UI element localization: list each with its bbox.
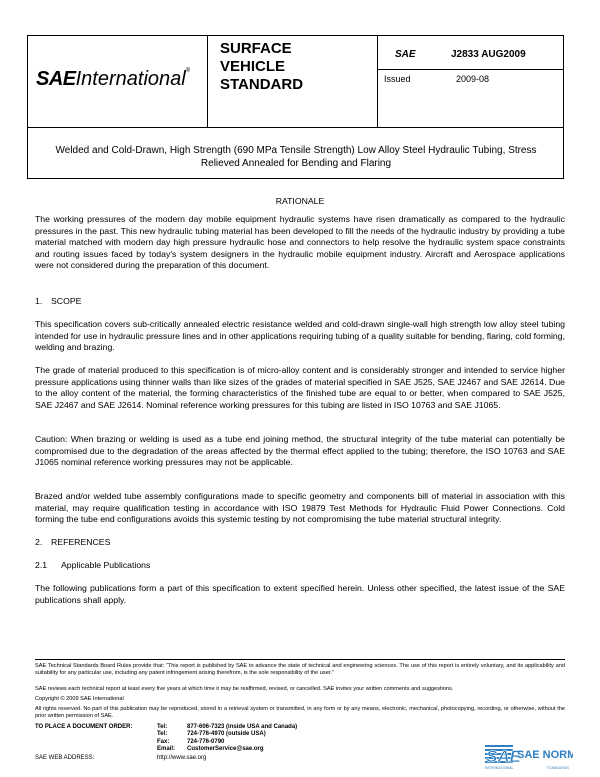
- document-title: Welded and Cold-Drawn, High Strength (690 MPa Tensile Strength) Low Alloy Steel Hydraulic Tubing, Stress Relieved Annealed for Bending and Flaring: [55, 145, 537, 169]
- sae-small-logo: SAE: [395, 49, 416, 60]
- scope-paragraph: The grade of material produced to this specification is of micro-alloy content and is considerably stronger and intended to service higher pressure applications using thinner walls than like sizes of the grades of material specified in SAE J525, SAE J2467 and SAE J2614. Due to the alloy content of the material, the forming characteristics of the finished tube are equal to or better, when compared to SAE J525, SAE J2467 and SAE J2614. Nominal reference working pressures for this tubing are listed in ISO 10763 and SAE J1065.: [35, 365, 565, 410]
- section-title: REFERENCES: [51, 537, 111, 547]
- norm-logo-right: STANDARDS: [547, 766, 569, 770]
- tel-outside: 724-776-4970 (outside USA): [187, 731, 266, 738]
- logo-sae-text: SAE: [36, 68, 76, 90]
- subsection-number: 2.1: [35, 560, 48, 570]
- header-divider: [207, 35, 208, 128]
- sae-international-logo: [36, 68, 206, 94]
- sae-norm-logo-graphic: [483, 742, 573, 772]
- footer-review: SAE reviews each technical report at least every five years at which time it may be reaffirmed, revised, or cancelled. SAE invites your written comments and suggestions.: [35, 686, 454, 692]
- document-number: J2833 AUG2009: [451, 49, 526, 60]
- norm-logo-left: INTERNATIONAL: [485, 766, 514, 770]
- section-title: SCOPE: [51, 296, 82, 306]
- rationale-heading: RATIONALE: [275, 196, 325, 206]
- subsection-heading: [35, 560, 150, 570]
- header-divider: [377, 35, 378, 128]
- footer-copyright: Copyright © 2009 SAE International: [35, 696, 124, 702]
- subsection-title: Applicable Publications: [61, 560, 151, 570]
- footer-divider: [35, 659, 565, 660]
- references-paragraph: The following publications form a part of this specification to extent specified herein. Unless other specified, the latest issue of the SAE publications shall apply.: [35, 583, 565, 605]
- logo-international-text: International: [75, 68, 186, 90]
- web-label: SAE WEB ADDRESS:: [35, 755, 95, 761]
- header-divider: [377, 69, 564, 70]
- contact-block: [35, 724, 365, 772]
- caution-paragraph: Caution: When brazing or welding is used as a tube end joining method, the structural integrity of the tube material can potentially be compromised due to the degradation of the areas affected by the thermal effect applied to the tubing; therefore, the ISO 10763 and SAE J1065 nominal reference working pressures may not be applicable.: [35, 434, 565, 468]
- email-label: Email:: [157, 745, 176, 752]
- issued-label: Issued: [384, 74, 411, 84]
- email-link[interactable]: CustomerService@sae.org: [187, 745, 264, 752]
- section-number: 2.: [35, 537, 43, 547]
- standard-type: SURFACE VEHICLE STANDARD: [220, 40, 304, 93]
- fax-label: Fax:: [157, 738, 170, 745]
- footer-rights: All rights reserved. No part of this publication may be reproduced, stored in a retrieval system or transmitted, in any form or by any means, electronic, mechanical, photocopying, recording, or otherwise, without the prior written permission of SAE.: [35, 706, 565, 720]
- section-heading-references: [35, 537, 110, 547]
- tel-inside: 877-606-7323 (inside USA and Canada): [187, 724, 298, 730]
- web-link[interactable]: http://www.sae.org: [157, 755, 207, 761]
- norm-logo-sae: SAE: [486, 747, 521, 766]
- scope-paragraph: Brazed and/or welded tube assembly configurations made to specific geometry and components bill of material in association with this material, may require qualification testing in accordance with ISO 19879 Test Methods for Hydraulic Fluid Power Connections. Cold forming the tube end configurations avoids this systemic testing by not compromising the tube material structural integrity.: [35, 491, 565, 525]
- sae-norm-logo: [483, 742, 573, 772]
- order-label: TO PLACE A DOCUMENT ORDER:: [35, 724, 133, 730]
- fax-number: 724-776-0790: [187, 738, 225, 745]
- issued-date: 2009-08: [456, 74, 490, 84]
- tel-label: Tel:: [157, 731, 168, 738]
- section-heading-scope: [35, 296, 81, 306]
- footer-rules: SAE Technical Standards Board Rules provide that: “This report is published by SAE to advance the state of technical and engineering sciences. The use of this report is entirely voluntary, and its applicability and suitability for any particular use, including any patent infringement arising therefrom, is the sole responsibility of the user.”: [35, 663, 565, 677]
- rationale-paragraph: The working pressures of the modern day mobile equipment hydraulic systems have risen dramatically as compared to the hydraulic pressures in the past. This new hydraulic tubing material has been developed to fill the needs of the hydraulic industry by providing a tube material matched with modern day high pressure hydraulic hose and connectors to help resolve the hydraulic system space constraints and routing issues faced by today's system designers in the hydraulic mobile equipment industry. Aircraft and Aerospace applications were not considered during the preparation of this document.: [35, 214, 565, 271]
- norm-logo-text: SAE NORM: [517, 749, 573, 761]
- logo-trademark: ®: [185, 68, 191, 74]
- section-number: 1.: [35, 296, 43, 306]
- scope-paragraph: This specification covers sub-critically annealed electric resistance welded and cold-drawn single-wall high strength low alloy steel tubing intended for use in hydraulic pressure lines and in other applications requiring tubing of a quality suitable for bending, flaring, cold forming, welding and brazing.: [35, 319, 565, 353]
- tel-label: Tel:: [157, 724, 168, 730]
